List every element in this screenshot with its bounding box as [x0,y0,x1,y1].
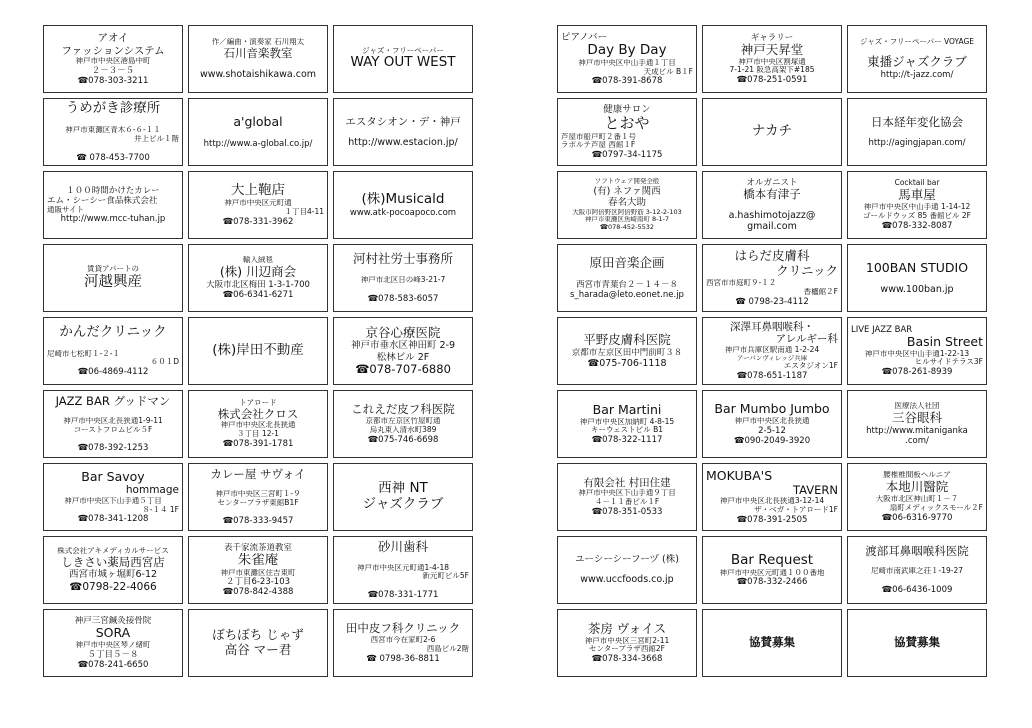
left-sponsor-card-r3c2 [188,171,328,239]
sponsor-detail-line: 西島ビル2階 [426,644,469,653]
left-sponsor-card-r3c3 [333,171,473,239]
sponsor-name: 有限会社 村田住建 [583,476,671,489]
left-sponsor-card-r5c3 [333,317,473,385]
sponsor-detail-line: 神戸市中央区北長狭通1-9-11 [63,416,163,425]
left-page-grid [43,25,473,677]
sponsor-detail-line: 井上ビル１階 [134,134,179,143]
sponsor-name: 協賛募集 [894,636,940,650]
sponsor-detail-line: 神戸市中央区下山手通５丁目 [64,496,162,505]
sponsor-name: これえだ皮フ科医院 [351,403,455,417]
sponsor-name: JAZZ BAR グッドマン [55,394,171,408]
right-sponsor-card-r1c3 [847,25,987,93]
left-sponsor-card-r2c3 [333,98,473,166]
right-sponsor-card-r8c1 [557,536,697,604]
sponsor-detail-line: ☎078-332-8087 [881,220,953,231]
sponsor-name: (株)岸田不動産 [212,343,304,359]
left-sponsor-card-r3c1 [43,171,183,239]
sponsor-detail-line: Basin Street [906,334,983,349]
sponsor-detail-line: 神戸市中央区港島中町 [75,56,151,65]
sponsor-detail-line: 神戸市東灘区青木６-６-１１ [65,126,161,135]
sponsor-detail-line: ☎0797-34-1175 [591,150,663,161]
sponsor-detail-line: 株式会社クロス [217,407,299,421]
sponsor-name: ユーシーシーフーヅ (株) [575,554,679,566]
sponsor-detail-line: ジャズクラブ [362,497,444,512]
sponsor-detail-line: 神戸市中央区三宮町１-９ [215,489,301,498]
sponsor-name: ジャズ・フリーペーパー VOYAGE [859,37,975,46]
right-sponsor-card-r9c1 [557,609,697,677]
sponsor-detail-line: http://www.mcc-tuhan.jp [60,214,166,225]
right-sponsor-card-r1c2 [702,25,842,93]
sponsor-detail-line: 神戸市垂水区神田町 2-9 [350,340,456,352]
sponsor-name: Bar Martini [592,402,662,417]
sponsor-detail-line: ☎078-651-1187 [736,371,808,382]
sponsor-detail-line: アーバンヴィレッジ兵庫 [736,354,808,362]
right-page-grid [557,25,987,677]
sponsor-detail-line: www.atk-pocoapoco.com [349,207,457,218]
sponsor-detail-line: TAVERN [793,483,838,497]
sponsor-detail-line: 大阪市北区神山町１－７ [875,494,959,503]
left-sponsor-card-r9c1 [43,609,183,677]
sponsor-detail-line: www.uccfoods.co.jp [580,574,674,586]
sponsor-detail-line: 西宮市今在家町2-6 [370,635,436,644]
sponsor-detail-line: ☎078-842-4388 [222,587,294,598]
sponsor-detail-line: 神戸市東灘区住吉東町 [220,568,296,577]
sponsor-name: 原田音楽企画 [589,256,665,271]
sponsor-name: 大上鞄店 [231,183,285,199]
sponsor-name: 日本経年変化協会 [871,115,963,129]
sponsor-detail-line: ザ・ベガ・トアロード1F [754,506,838,515]
sponsor-detail-line: 神戸市中央区元町通 [224,199,292,208]
left-sponsor-card-r1c2 [188,25,328,93]
right-sponsor-card-r6c1 [557,390,697,458]
sponsor-detail-line: 石川音楽教室 [223,46,293,60]
sponsor-detail-line: ☎0798-22-4066 [69,580,157,593]
sponsor-name: 砂川歯科 [377,539,428,554]
sponsor-detail-line: www.shotaishikawa.com [199,69,317,81]
sponsor-name: 深澤耳鼻咽喉科・ [730,320,814,333]
sponsor-name: ナカチ [751,124,793,140]
sponsor-detail-line: 神戸市中央区北長狭通 [734,416,810,425]
sponsor-detail-line: 香櫨館２F [803,287,838,296]
sponsor-detail-line [192,481,324,490]
sponsor-detail-line: ☎078-707-6880 [355,362,451,376]
sponsor-detail-line: s_harada@leto.eonet.ne.jp [570,289,684,300]
sponsor-detail-line: ☎078-392-1253 [77,443,149,454]
sponsor-detail-line: エスタジオン1F [783,362,838,371]
sponsor-detail-line: Day By Day [587,42,667,58]
sponsor-detail-line: ☎078-334-3668 [591,654,663,665]
sponsor-name: 表千家流茶道教室 [223,542,292,553]
sponsor-detail-line: 西宮市城ヶ堀町6-12 [68,569,158,581]
sponsor-detail-line: 東播ジャズクラブ [867,55,967,70]
sponsor-detail-line [706,201,838,210]
sponsor-detail-line: ３丁目 12-1 [237,430,279,439]
sponsor-detail-line [337,581,469,590]
sponsor-name: Bar Request [730,552,814,568]
sponsor-detail-line: ☎078-583-6057 [367,293,439,304]
right-sponsor-card-r4c3 [847,244,987,312]
left-sponsor-card-r2c2 [188,98,328,166]
right-sponsor-card-r8c2 [702,536,842,604]
sponsor-name: ジャズ・フリーペーパー [362,46,444,55]
sponsor-detail-line: 朱雀庵 [237,552,279,568]
sponsor-detail-line: キーウェストビル B1 [590,426,663,435]
right-sponsor-card-r7c3 [847,463,987,531]
sponsor-detail-line: ２丁目6-23-103 [225,577,291,588]
sponsor-detail-line: 神戸市中央区元町通１００番地 [719,568,825,577]
sponsor-detail-line: ☎078-251-0591 [736,75,808,86]
sponsor-detail-line: ５丁目５－８ [87,649,139,660]
right-sponsor-card-r4c1 [557,244,697,312]
sponsor-name: Cocktail bar [894,179,940,188]
sponsor-detail-line: 神戸市中央区三宮町2-11 [584,636,670,645]
sponsor-detail-line [851,275,983,284]
sponsor-detail-line: 神戸市兵庫区駅南通 1-2-24 [724,345,820,354]
sponsor-name: アオイ [97,32,129,45]
sponsor-detail-line [561,566,693,575]
sponsor-detail-line: 神戸天昇堂 [740,42,804,57]
sponsor-detail-line [47,117,179,126]
right-sponsor-card-r2c1 [557,98,697,166]
sponsor-detail-line: 7-1-21 阪急高架下#185 [729,66,815,75]
sponsor-detail-line [851,576,983,585]
sponsor-detail-line: ファッションシステム [61,44,165,57]
sponsor-detail-line: 馬車屋 [898,188,936,203]
sponsor-detail-line [337,285,469,294]
sponsor-name: トアロード [239,398,277,407]
sponsor-name: LIVE JAZZ BAR [851,324,913,335]
right-sponsor-card-r7c2 [702,463,842,531]
sponsor-detail-line: ☎06-6316-9770 [881,512,953,523]
left-sponsor-card-r9c2 [188,609,328,677]
sponsor-detail-line: 神戸市北区日の峰3-21-7 [360,275,446,284]
sponsor-detail-line [47,341,179,350]
sponsor-detail-line [47,144,179,153]
sponsor-detail-line: ヒルサイドテラス3F [914,358,983,367]
left-sponsor-card-r7c3 [333,463,473,531]
sponsor-name: Bar Savoy [81,469,145,484]
sponsor-name: 渡部耳鼻咽喉科医院 [865,544,969,558]
sponsor-detail-line: 神戸市東灘区魚崎南町 8-1-7 [584,216,670,224]
sponsor-name: ぼちぼち じゃず [212,628,304,643]
sponsor-detail-line: ☎ 0798-23-4112 [735,296,809,307]
sponsor-detail-line: 春名大助 [607,197,646,209]
sponsor-detail-line: 西宮市市庭町９-１２ [706,278,777,287]
sponsor-detail-line: 高谷 マー君 [224,643,292,657]
sponsor-detail-line: 神戸市中央区割塚通 [738,57,806,66]
sponsor-name: 神戸三宮鍼灸接骨院 [74,616,152,627]
sponsor-detail-line: ☎075-706-1118 [587,357,667,369]
sponsor-detail-line: 橋本有津子 [743,187,801,201]
sponsor-detail-line: 京都市左京区田中門前町３８ [571,347,683,358]
left-sponsor-card-r6c3 [333,390,473,458]
sponsor-detail-line: ゴールドウッズ 85 番館ビル 2F [863,211,971,220]
left-sponsor-card-r6c2 [188,390,328,458]
sponsor-name: ピアノバー [561,31,607,43]
sponsor-detail-line: ☎078-331-3962 [222,216,294,227]
sponsor-detail-line: ６０１D [150,358,179,367]
sponsor-detail-line: 芦屋市船戸町２番１号 [561,132,636,141]
sponsor-name: Bar Mumbo Jumbo [714,402,830,417]
sponsor-name: カレー屋 サヴォイ [210,467,306,481]
sponsor-detail-line [337,555,469,564]
sponsor-detail-line: ☎ 078-453-7700 [76,152,150,163]
right-sponsor-card-r3c1 [557,171,697,239]
left-sponsor-card-r7c2 [188,463,328,531]
sponsor-detail-line: ☎ 0798-36-8811 [366,653,440,664]
sponsor-detail-line: センタープラザ西館2F [589,645,665,654]
right-sponsor-card-r2c2 [702,98,842,166]
right-sponsor-card-r5c3 [847,317,987,385]
sponsor-detail-line: 天成ビル B１F [643,67,693,76]
sponsor-detail-line: ４－１１番ビル１F [594,498,660,507]
sponsor-detail-line: コーストフロムビル５F [73,425,153,434]
left-sponsor-card-r5c2 [188,317,328,385]
sponsor-detail-line: ☎06-6341-6271 [222,289,294,300]
right-sponsor-card-r1c1 [557,25,697,93]
sponsor-name: 健康サロン [603,103,651,115]
sponsor-name: オルガニスト [746,177,798,188]
sponsor-detail-line: http://www.mitaniganka [866,425,968,436]
sponsor-detail-line: しきさい薬局西宮店 [61,555,165,569]
sponsor-detail-line: 神戸市中央区中山手通１丁目 [578,58,676,67]
sponsor-detail-line: ☎075-746-6698 [367,434,439,445]
sponsor-detail-line: 神戸市中央区元町通1-4-18 [357,563,449,572]
sponsor-detail-line: ☎078-333-9457 [222,516,294,527]
sponsor-detail-line: http://www.a-global.co.jp/ [203,138,313,149]
left-sponsor-card-r9c3 [333,609,473,677]
sponsor-detail-line: ☎078-331-1771 [367,590,439,601]
sponsor-detail-line: ☎078-332-2466 [736,577,808,588]
sponsor-detail-line: http://agingjapan.com/ [868,138,966,149]
sponsor-name: MOKUBA'S [706,468,773,483]
left-sponsor-card-r4c2 [188,244,328,312]
sponsor-name: ギャラリー [750,32,794,43]
sponsor-detail-line: 通販サイト [47,205,84,214]
right-sponsor-card-r8c3 [847,536,987,604]
sponsor-name: 作／編曲・演奏家 石川翔太 [211,37,305,46]
sponsor-detail-line: 本地川醫院 [885,480,949,495]
right-sponsor-card-r5c1 [557,317,697,385]
sponsor-detail-line: ☎078-452-5532 [599,223,655,231]
left-sponsor-card-r8c3 [333,536,473,604]
sponsor-detail-line [337,128,469,137]
right-sponsor-card-r3c3 [847,171,987,239]
sponsor-name: かんだクリニック [59,324,167,340]
sponsor-detail-line: 神戸市中央区北長狭通 [220,421,296,430]
sponsor-detail-line [192,130,324,139]
sponsor-detail-line: 大阪市北区梅田 1-3-1-700 [206,279,310,290]
sponsor-detail-line: (有) ネファ関西 [593,186,661,198]
right-sponsor-card-r9c3 [847,609,987,677]
left-sponsor-card-r6c1 [43,390,183,458]
sponsor-name: 医療法人社団 [894,402,940,411]
sponsor-detail-line: hommage [125,484,179,497]
sponsor-detail-line: ☎078-391-8678 [591,76,663,87]
right-sponsor-card-r6c2 [702,390,842,458]
sponsor-name: 賃貸アパートの [87,265,139,274]
sponsor-detail-line: とおや [604,114,650,132]
sponsor-detail-line: 神戸市中央区加納町 4-8-15 [579,417,675,426]
right-sponsor-card-r3c2 [702,171,842,239]
sponsor-name: エスタシオン・デ・神戸 [345,115,461,128]
right-sponsor-card-r2c3 [847,98,987,166]
sponsor-detail-line [851,559,983,568]
sponsor-detail-line: 大阪市阿倍野区阿倍野筋 3-12-2-103 [572,208,682,216]
sponsor-detail-line [561,271,693,280]
sponsor-detail-line: 扇町メディックスモール２F [889,503,983,512]
sponsor-name: a'global [233,115,283,130]
sponsor-detail-line [47,408,179,417]
sponsor-detail-line: ☎090-2049-3920 [733,435,811,446]
sponsor-detail-line: 尼崎市南武庫之荘１-19-27 [871,567,963,576]
sponsor-name: 輸入絨毯 [243,256,273,265]
sponsor-detail-line: センタープラザ東館B1F [217,498,299,507]
sponsor-name: 平野皮膚科医院 [583,333,671,348]
sponsor-detail-line: ☎078-351-0533 [591,507,663,518]
sponsor-detail-line: www.100ban.jp [880,284,954,296]
sponsor-name: うめがき診療所 [65,101,161,117]
right-sponsor-card-r7c1 [557,463,697,531]
sponsor-detail-line: ☎078-261-8939 [881,367,953,378]
sponsor-detail-line: ☎078-303-3211 [77,75,149,86]
left-sponsor-card-r5c1 [43,317,183,385]
sponsor-detail-line: ８-１４ 1F [142,505,179,514]
right-sponsor-card-r4c2 [702,244,842,312]
sponsor-detail-line: ☎06-4869-4112 [77,367,149,378]
sponsor-detail-line: １丁目4-11 [284,207,324,216]
left-sponsor-card-r2c1 [43,98,183,166]
sponsor-detail-line: アレルギー科 [775,333,838,346]
sponsor-detail-line: ☎078-322-1117 [591,435,663,446]
right-sponsor-card-r5c2 [702,317,842,385]
sponsor-name: (株)Musicald [361,192,445,208]
sponsor-detail-line: 神戸市中央区中山手通 1-14-12 [863,202,971,211]
sponsor-detail-line: gmail.com [747,221,797,233]
sponsor-detail-line [851,47,983,56]
sponsor-detail-line: 神戸市中央区琴ノ緒町 [75,640,151,649]
sponsor-detail-line: ２－３－５ [91,65,135,76]
sponsor-name: 西神 NT [378,481,428,497]
sponsor-detail-line: .com/ [905,435,929,446]
sponsor-detail-line: WAY OUT WEST [350,55,456,71]
sponsor-name: 腰椎椎間板ヘルニア [883,471,951,480]
sponsor-detail-line: http://t-jazz.com/ [880,70,954,81]
sponsor-detail-line [192,60,324,69]
right-sponsor-card-r6c3 [847,390,987,458]
left-sponsor-card-r1c3 [333,25,473,93]
sponsor-detail-line: 新元町ビル5F [422,572,469,581]
right-sponsor-card-r9c2 [702,609,842,677]
sponsor-detail-line: http://www.estacion.jp/ [348,137,458,148]
sponsor-detail-line: ☎078-241-6650 [77,659,149,670]
left-sponsor-card-r7c1 [43,463,183,531]
sponsor-detail-line: 神戸市中央区中山手通1-22-13 [864,349,970,358]
sponsor-detail-line [337,267,469,276]
sponsor-detail-line: 京都市左京区竹屋町通 [365,416,441,425]
sponsor-detail-line: 神戸市中央区下山手通９丁目 [578,489,676,498]
sponsor-detail-line: 烏丸東入清水町389 [369,425,437,434]
left-sponsor-card-r4c3 [333,244,473,312]
sponsor-detail-line: 尼崎市七松町１-２-１ [47,349,120,358]
sponsor-detail-line: ☎078-391-1781 [222,439,294,450]
sponsor-name: 協賛募集 [749,636,795,650]
sponsor-detail-line: エム・シーシー食品株式会社 [47,195,158,206]
sponsor-name: １００時間かけたカレー [66,185,160,196]
left-sponsor-card-r4c1 [43,244,183,312]
sponsor-detail-line: 西宮市青葉台２－１４－８ [575,279,678,290]
sponsor-detail-line: クリニック [776,264,838,279]
left-sponsor-card-r8c2 [188,536,328,604]
left-sponsor-card-r1c1 [43,25,183,93]
sponsor-detail-line: ☎06-6436-1009 [881,585,953,596]
sponsor-detail-line: ☎078-341-1208 [77,514,149,525]
sponsor-detail-line: ラポルテ芦屋 西館１F [561,141,636,150]
sponsor-detail-line: 神戸市中央区北長狭通3-12-14 [719,497,825,506]
sponsor-detail-line: 河越興産 [84,273,142,290]
sponsor-name: 100BAN STUDIO [865,260,969,275]
sponsor-detail-line: ☎078-391-2505 [736,514,808,525]
sponsor-name: 京谷心療医院 [365,325,441,340]
sponsor-detail-line: SORA [95,626,131,641]
sponsor-name: 茶房 ヴォイス [587,621,667,636]
sponsor-detail-line: (株) 川辺商会 [219,265,297,280]
sponsor-detail-line: a.hashimotojazz@ [728,210,816,221]
sponsor-detail-line: 2-5-12 [758,425,786,436]
left-sponsor-card-r8c1 [43,536,183,604]
sponsor-name: 田中皮フ科クリニック [345,622,461,636]
sponsor-name: はらだ皮膚科 [734,249,810,264]
sponsor-detail-line: 松林ビル 2F [376,351,430,363]
sponsor-detail-line [192,508,324,517]
sponsor-name: ソフトウェア開発全般 [594,178,660,186]
sponsor-name: 株式会社アキメディカルサービス [57,547,169,555]
sponsor-name: 河村社労士事務所 [352,252,453,267]
sponsor-detail-line: 三谷眼科 [891,411,942,426]
sponsor-detail-line [47,435,179,444]
sponsor-detail-line [851,129,983,138]
